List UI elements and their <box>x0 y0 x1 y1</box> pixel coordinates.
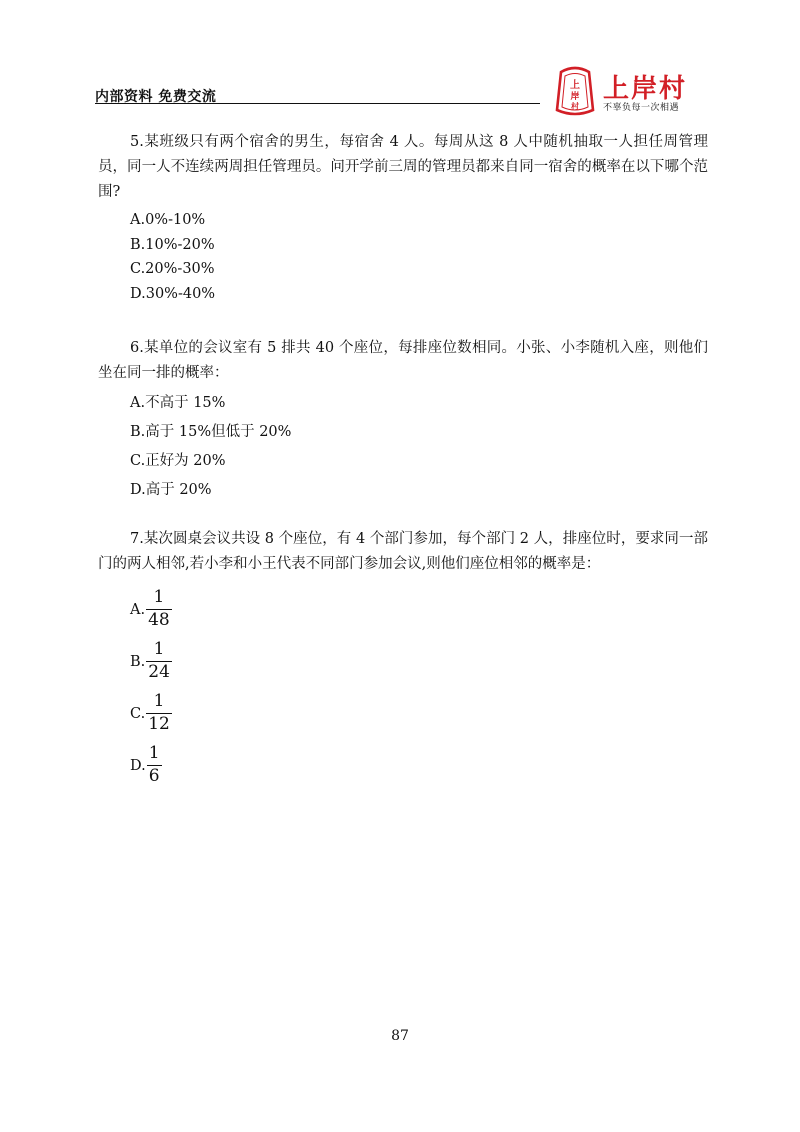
question-stem <box>98 130 708 205</box>
logo-tagline: 不辜负每一次相遇 <box>603 103 680 113</box>
question-text: 某次圆桌会议共设 8 个座位，有 4 个部门参加，每个部门 2 人，排座位时，要求同一部门的两人相邻,若小李和小王代表不同部门参加会议,则他们座位相邻的概率是： <box>98 531 708 572</box>
option-d <box>130 739 708 791</box>
numerator: 1 <box>153 587 165 607</box>
option-a: A.不高于 15% <box>130 395 226 411</box>
question-5 <box>98 130 708 306</box>
option-letter: B. <box>130 654 146 670</box>
svg-text:岸: 岸 <box>570 92 580 102</box>
numerator: 1 <box>148 743 160 763</box>
option-letter: D. <box>130 758 146 774</box>
fraction <box>146 588 172 630</box>
svg-text:上: 上 <box>570 80 580 91</box>
question-number: 5. <box>130 134 144 150</box>
option-b <box>130 635 708 687</box>
fraction <box>146 640 172 682</box>
brand-logo <box>551 66 711 118</box>
option-letter: A. <box>130 602 146 618</box>
option-a <box>130 583 708 635</box>
denominator: 12 <box>148 714 170 734</box>
header-title: 内部资料 免费交流 <box>95 89 217 105</box>
question-number: 7. <box>130 531 144 547</box>
option-c <box>130 687 708 739</box>
question-6 <box>98 336 708 505</box>
page-number: 87 <box>391 1028 409 1044</box>
fraction <box>146 692 172 734</box>
question-number: 6. <box>130 340 144 356</box>
question-text: 某班级只有两个宿舍的男生，每宿舍 4 人。每周从这 8 人中随机抽取一人担任周管理员，同一人不连续两周担任管理员。问开学前三周的管理员都来自同一宿舍的概率在以下哪个范围? <box>98 134 708 200</box>
question-7 <box>98 527 708 791</box>
logo-name: 上岸村 <box>603 74 688 104</box>
option-d: D.30%-40% <box>130 285 216 302</box>
fraction <box>147 744 162 786</box>
option-d: D.高于 20% <box>130 482 212 498</box>
option-b: B.10%-20% <box>130 236 215 253</box>
denominator: 24 <box>148 662 170 682</box>
denominator: 6 <box>148 766 160 786</box>
svg-text:村: 村 <box>571 102 579 111</box>
option-a: A.0%-10% <box>130 212 206 228</box>
option-b: B.高于 15%但低于 20% <box>130 424 292 440</box>
option-c: C.20%-30% <box>130 261 215 277</box>
denominator: 48 <box>148 610 170 630</box>
question-text: 某单位的会议室有 5 排共 40 个座位，每排座位数相同。小张、小李随机入座，则他们坐在同一排的概率： <box>98 340 708 381</box>
seal-logo-icon <box>551 66 599 118</box>
header-divider <box>95 103 540 104</box>
question-stem <box>98 527 708 577</box>
numerator: 1 <box>153 691 165 711</box>
numerator: 1 <box>153 639 165 659</box>
option-list <box>130 583 708 791</box>
option-list <box>130 208 708 306</box>
option-letter: C. <box>130 706 146 722</box>
question-stem <box>98 336 708 386</box>
option-list <box>130 389 708 505</box>
option-c: C.正好为 20% <box>130 453 226 469</box>
